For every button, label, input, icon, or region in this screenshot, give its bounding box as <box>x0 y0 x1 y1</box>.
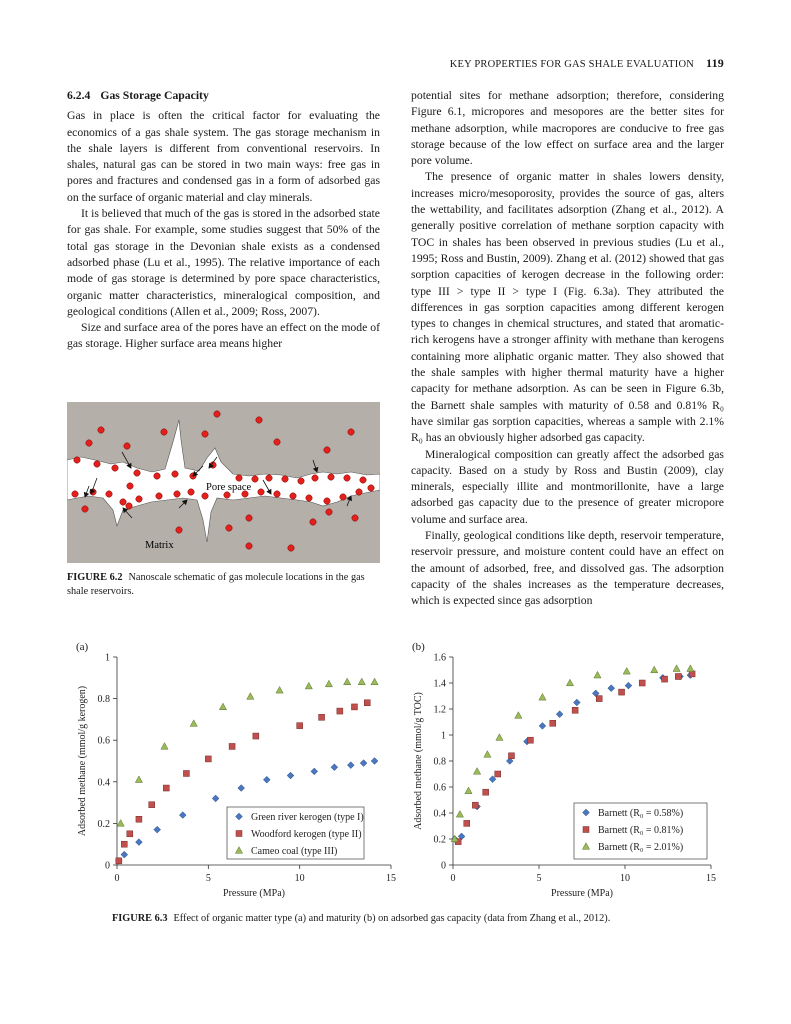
paragraph: The presence of organic matter in shales lowers density, increases micro/mesoporosity, provides the source of gas, alters the wettability, and facilitates adsorption (Zhang et al., 2012). A generally positive correlation of methane sorption capacity with TOC in shales has been observed in previous studies (Lu et al., 1995; Ross and Bustin, 2009). Zhang et al. (2012) showed that gas sorption capacities of kerogen decrease in the following order: type III > type II > type I (Fig. 6.3a). They attributed the differences in gas sorption capacities among different kerogen types to changes in chemical structures, and stated that aromatic-rich kerogens have a stronger affinity with methane than kerogens containing more aliphatic organic matter. They also showed that the shale samples with higher thermal maturity have a higher capacity for methane adsorption. As can be seen in Figure 6.3b, the Barnett shale samples with maturity of 0.58 and 0.81% R₀ have similar gas sorption capacities, whereas a sample with 2.1% R₀ has an obviously higher adsorbed gas capacity. <box>411 170 724 445</box>
data-point-triangle <box>305 682 312 689</box>
x-tick-label: 0 <box>450 873 456 884</box>
data-point-triangle <box>161 743 168 750</box>
gas-molecule <box>72 491 78 497</box>
data-point-triangle <box>190 720 197 727</box>
y-tick-label: 0.8 <box>97 694 110 706</box>
pore-schematic-figure <box>67 402 380 563</box>
y-tick-label: 0.8 <box>433 756 446 768</box>
figure-label: FIGURE 6.3 <box>112 913 168 924</box>
data-point-triangle <box>496 734 503 741</box>
x-axis-label: Pressure (MPa) <box>223 888 285 899</box>
gas-molecule <box>298 478 304 484</box>
gas-molecule <box>226 525 232 531</box>
gas-molecule <box>74 457 80 463</box>
y-tick-label: 1.4 <box>433 678 446 690</box>
y-tick-label: 1 <box>105 652 110 664</box>
data-point-square <box>464 820 470 826</box>
gas-molecule <box>86 440 92 446</box>
section-heading <box>67 88 380 104</box>
data-point-square <box>364 700 370 706</box>
data-point-square <box>149 802 155 808</box>
data-point-diamond <box>287 772 294 779</box>
pore-space-label: Pore space <box>206 482 252 493</box>
data-point-diamond <box>179 812 186 819</box>
gas-molecule <box>258 489 264 495</box>
data-point-triangle <box>673 665 680 672</box>
data-point-square <box>596 696 602 702</box>
gas-molecule <box>94 461 100 467</box>
gas-molecule <box>252 476 258 482</box>
gas-molecule <box>324 498 330 504</box>
data-point-square <box>319 714 325 720</box>
x-tick-label: 5 <box>205 873 211 884</box>
panel-b-label: (b) <box>412 641 425 653</box>
paragraph: Mineralogical composition can greatly affect the adsorbed gas capacity. Based on a study by Ross and Bustin (2009), clay minerals, especially illite and montmorillonite, have a large adsorbed gas capacity due to the presence of greater micropore volume and surface area. <box>411 447 724 526</box>
gas-molecule <box>274 491 280 497</box>
data-point-triangle <box>539 694 546 701</box>
y-tick-label: 0.2 <box>97 818 110 830</box>
gas-molecule <box>214 411 220 417</box>
running-head-title: KEY PROPERTIES FOR GAS SHALE EVALUATION <box>449 59 695 70</box>
section-number: 6.2.4 <box>67 89 91 102</box>
data-point-square <box>253 733 259 739</box>
gas-molecule <box>356 489 362 495</box>
page-number: 119 <box>706 56 724 70</box>
data-point-triangle <box>371 678 378 685</box>
right-column <box>411 88 724 610</box>
data-point-diamond <box>608 685 615 692</box>
chart-legend <box>227 807 364 859</box>
series-group <box>117 678 378 826</box>
gas-molecule <box>202 431 208 437</box>
left-column <box>67 88 380 353</box>
data-point-triangle <box>358 678 365 685</box>
data-point-triangle <box>687 665 694 672</box>
gas-molecule <box>246 543 252 549</box>
data-point-square <box>483 789 489 795</box>
gas-molecule <box>134 470 140 476</box>
data-point-square <box>619 689 625 695</box>
y-tick-label: 0 <box>441 860 446 872</box>
gas-molecule <box>174 491 180 497</box>
data-point-diamond <box>311 768 318 775</box>
data-point-square <box>508 753 514 759</box>
data-point-triangle <box>247 693 254 700</box>
paragraph: potential sites for methane adsorption; therefore, considering Figure 6.1, micropores and mesopores are the better sites for methane adsorption, while macropores are conducive to free gas storage because of the low effect on surface area and the larger pore volume. <box>411 89 724 168</box>
data-point-triangle <box>515 712 522 719</box>
gas-molecule <box>256 417 262 423</box>
data-point-triangle <box>135 776 142 783</box>
data-point-square <box>337 708 343 714</box>
gas-molecule <box>172 471 178 477</box>
data-point-diamond <box>331 764 338 771</box>
data-point-diamond <box>625 682 632 689</box>
paragraph: Gas in place is often the critical factor for evaluating the economics of a gas shale system. The gas storage mechanism in the shale layers is different from conventional reservoirs. In shales, natural gas can be stored in two main ways: free gas in pores and fractures and condensed gas in a form of adsorbed gas on the surface of organic material and clay minerals. <box>67 109 380 204</box>
data-point-triangle <box>594 671 601 678</box>
gas-molecule <box>120 499 126 505</box>
data-point-triangle <box>566 679 573 686</box>
y-tick-label: 0.6 <box>97 735 110 747</box>
gas-molecule <box>246 515 252 521</box>
y-tick-label: 1 <box>441 730 446 742</box>
data-point-triangle <box>623 668 630 675</box>
y-axis-label: Adsorbed methane (mmol/g kerogen) <box>77 685 88 837</box>
legend-entry: Barnett (R₀ = 0.81%) <box>598 825 684 836</box>
data-point-diamond <box>539 723 546 730</box>
chart-panel-b <box>405 650 723 900</box>
x-tick-label: 15 <box>386 873 396 884</box>
gas-molecule <box>156 493 162 499</box>
gas-molecule <box>340 494 346 500</box>
gas-molecule <box>176 527 182 533</box>
gas-molecule <box>326 509 332 515</box>
x-tick-label: 0 <box>114 873 120 884</box>
y-axis-label: Adsorbed methane (mmol/g TOC) <box>413 692 424 830</box>
gas-molecule <box>236 475 242 481</box>
data-point-triangle <box>484 751 491 758</box>
data-point-diamond <box>238 785 245 792</box>
panel-a-label: (a) <box>76 641 89 653</box>
gas-molecule <box>188 489 194 495</box>
data-point-square <box>236 831 242 837</box>
data-point-square <box>121 841 127 847</box>
running-head <box>420 56 724 71</box>
data-point-square <box>495 771 501 777</box>
data-point-square <box>351 704 357 710</box>
data-point-triangle <box>117 820 124 827</box>
data-point-square <box>229 743 235 749</box>
gas-molecule <box>344 475 350 481</box>
data-point-diamond <box>263 776 270 783</box>
gas-molecule <box>154 473 160 479</box>
data-point-square <box>572 707 578 713</box>
data-point-square <box>662 676 668 682</box>
x-axis-label: Pressure (MPa) <box>551 888 613 899</box>
paragraph: Size and surface area of the pores have an effect on the mode of gas storage. Higher surface area means higher <box>67 321 380 351</box>
gas-molecule <box>202 493 208 499</box>
data-point-diamond <box>360 760 367 767</box>
gas-molecule <box>288 545 294 551</box>
y-tick-label: 0.4 <box>433 808 446 820</box>
gas-molecule <box>82 506 88 512</box>
data-point-square <box>583 827 589 833</box>
data-point-diamond <box>347 762 354 769</box>
gas-molecule <box>290 493 296 499</box>
data-point-diamond <box>371 758 378 765</box>
data-point-square <box>675 674 681 680</box>
data-point-triangle <box>344 678 351 685</box>
gas-molecule <box>266 475 272 481</box>
data-point-diamond <box>573 699 580 706</box>
paragraph: Finally, geological conditions like depth, reservoir temperature, reservoir pressure, and moisture content could have an effect on the amount of adsorbed, free, and dissolved gas. The adsorption capacity of the shales increases as the temperature decreases, which is expected since gas adsorption <box>411 529 724 608</box>
gas-molecule <box>124 443 130 449</box>
chart-panel-a <box>70 650 400 900</box>
gas-molecule <box>306 495 312 501</box>
data-point-diamond <box>136 839 143 846</box>
y-tick-label: 1.2 <box>433 704 446 716</box>
data-point-square <box>183 770 189 776</box>
data-point-square <box>527 737 533 743</box>
legend-entry: Barnett (R₀ = 2.01%) <box>598 842 684 853</box>
legend-entry: Cameo coal (type III) <box>251 846 338 857</box>
gas-molecule <box>312 475 318 481</box>
legend-entry: Woodford kerogen (type II) <box>251 829 362 840</box>
x-tick-label: 10 <box>294 873 305 884</box>
data-point-diamond <box>121 851 128 858</box>
x-tick-label: 15 <box>706 873 716 884</box>
chart-legend <box>574 803 707 859</box>
data-point-square <box>163 785 169 791</box>
gas-molecule <box>310 519 316 525</box>
section-title: Gas Storage Capacity <box>100 89 209 102</box>
data-point-square <box>116 858 122 864</box>
y-tick-label: 1.6 <box>433 652 446 664</box>
gas-molecule <box>328 474 334 480</box>
gas-molecule <box>274 439 280 445</box>
gas-molecule <box>352 515 358 521</box>
gas-molecule <box>360 477 366 483</box>
figure-6-3-caption <box>112 912 712 926</box>
legend-entry: Green river kerogen (type I) <box>251 812 364 823</box>
gas-molecule <box>282 476 288 482</box>
data-point-square <box>205 756 211 762</box>
matrix-label: Matrix <box>145 540 174 551</box>
data-point-triangle <box>219 703 226 710</box>
data-point-diamond <box>212 795 219 802</box>
gas-molecule <box>348 429 354 435</box>
figure-label: FIGURE 6.2 <box>67 572 123 583</box>
gas-molecule <box>368 485 374 491</box>
data-point-square <box>639 680 645 686</box>
caption-text: Effect of organic matter type (a) and maturity (b) on adsorbed gas capacity (data from Zhang et al., 2012). <box>173 913 611 924</box>
data-point-square <box>550 720 556 726</box>
gas-molecule <box>127 483 133 489</box>
data-point-triangle <box>325 680 332 687</box>
data-point-triangle <box>473 768 480 775</box>
data-point-triangle <box>276 686 283 693</box>
gas-molecule <box>161 429 167 435</box>
y-tick-label: 0 <box>105 860 110 872</box>
gas-molecule <box>324 447 330 453</box>
y-tick-label: 0.6 <box>433 782 446 794</box>
data-point-diamond <box>154 826 161 833</box>
gas-molecule <box>126 503 132 509</box>
data-point-triangle <box>651 666 658 673</box>
data-point-diamond <box>556 711 563 718</box>
figure-6-2-caption <box>67 571 382 599</box>
gas-molecule <box>106 491 112 497</box>
data-point-square <box>472 802 478 808</box>
data-point-square <box>127 831 133 837</box>
x-tick-label: 5 <box>536 873 542 884</box>
gas-molecule <box>98 427 104 433</box>
data-point-square <box>689 671 695 677</box>
data-point-square <box>297 723 303 729</box>
gas-molecule <box>136 496 142 502</box>
y-tick-label: 0.2 <box>433 834 446 846</box>
y-tick-label: 0.4 <box>97 777 110 789</box>
data-point-triangle <box>456 811 463 818</box>
paragraph: It is believed that much of the gas is stored in the adsorbed state for gas shale. For example, some studies suggest that 50% of the total gas storage in the Devonian shale exists as a condensed adsorbed phase (Lu et al., 1995). The relative importance of each mode of gas storage is determined by pore space characteristics, organic matter characteristics, mineralogical composition, and geological conditions (Allen et al., 2009; Ross, 2007). <box>67 207 380 318</box>
data-point-triangle <box>465 787 472 794</box>
data-point-square <box>136 816 142 822</box>
caption-text: Nanoscale schematic of gas molecule locations in the gas shale reservoirs. <box>67 572 365 597</box>
x-tick-label: 10 <box>620 873 630 884</box>
legend-entry: Barnett (R₀ = 0.58%) <box>598 808 684 819</box>
gas-molecule <box>112 465 118 471</box>
